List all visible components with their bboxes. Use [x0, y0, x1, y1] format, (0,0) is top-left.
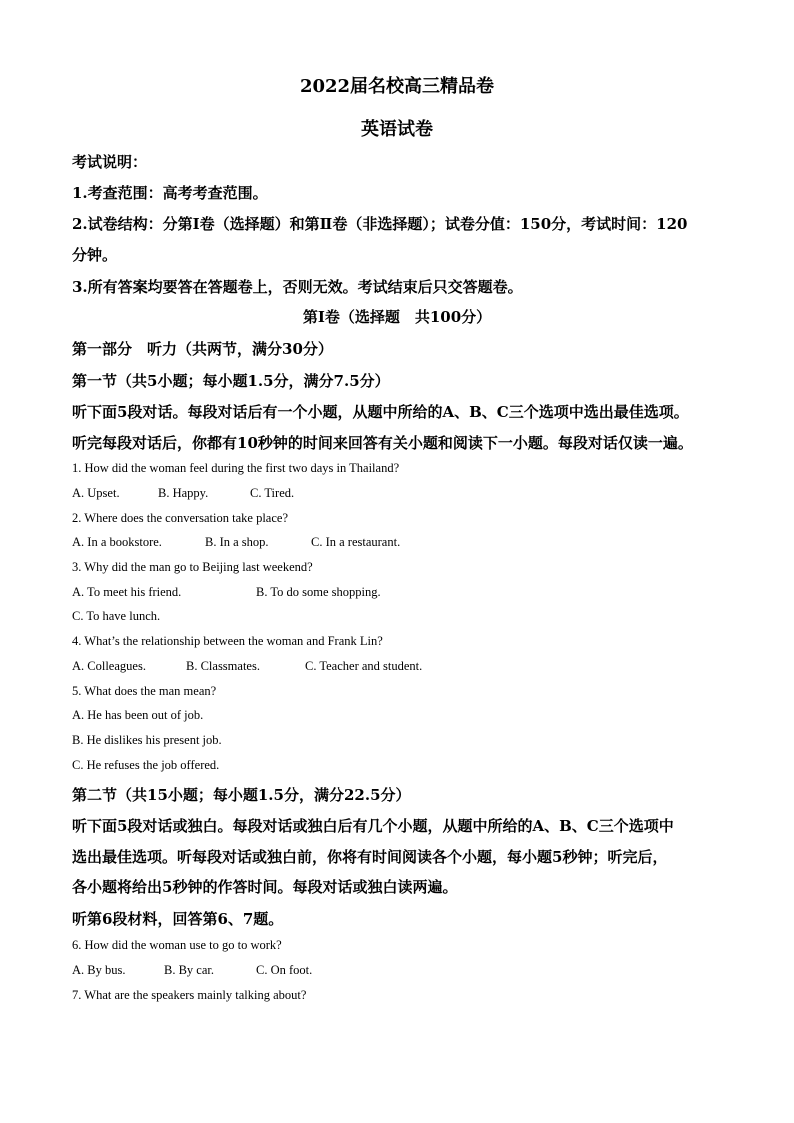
question-7: 7. What are the speakers mainly talking about?: [72, 988, 307, 1002]
option-c: C. On foot.: [256, 963, 313, 977]
option-c: C. Tired.: [250, 486, 295, 500]
section-1-directions-line2: 听完每段对话后，你都有10秒钟的时间来回答有关小题和阅读下一小题。每段对话仅读一遍。: [72, 434, 693, 452]
section-1-heading: 第一节（共5小题；每小题1.5分，满分7.5分）: [72, 372, 390, 390]
instruction-item-3: 3.所有答案均要答在答题卷上，否则无效。考试结束后只交答题卷。: [72, 278, 523, 296]
option-c: C. In a restaurant.: [311, 535, 401, 549]
option-a: A. Colleagues.: [72, 659, 146, 673]
option-a: A. By bus.: [72, 963, 126, 977]
instruction-item-2-line2: 分钟。: [72, 246, 118, 264]
question-4: 4. What’s the relationship between the woman and Frank Lin?: [72, 634, 383, 648]
option-b: B. Happy.: [158, 486, 209, 500]
option-a: A. Upset.: [72, 486, 120, 500]
question-5: 5. What does the man mean?: [72, 684, 217, 698]
instructions-heading: 考试说明：: [72, 153, 148, 171]
instruction-item-1: 1.考查范围：高考考查范围。: [72, 184, 268, 202]
part-1-heading: 第一部分 听力（共两节，满分30分）: [72, 340, 333, 358]
question-5-option-c: C. He refuses the job offered.: [72, 758, 220, 772]
question-3: 3. Why did the man go to Beijing last weekend?: [72, 560, 313, 574]
option-b: B. Classmates.: [186, 659, 260, 673]
question-3-options: [72, 585, 381, 600]
material-6-heading: 听第6段材料，回答第6、7题。: [72, 910, 284, 928]
option-a: A. To meet his friend.: [72, 585, 182, 599]
section-1-directions-line1: 听下面5段对话。每段对话后有一个小题，从题中所给的A、B、C三个选项中选出最佳选项。: [72, 403, 689, 421]
exam-subtitle: 英语试卷: [361, 119, 433, 140]
option-a: A. In a bookstore.: [72, 535, 162, 549]
option-c: C. Teacher and student.: [305, 659, 423, 673]
question-1-options: [72, 486, 294, 501]
section-2-directions-line3: 各小题将给出5秒钟的作答时间。每段对话或独白读两遍。: [72, 878, 458, 896]
question-5-option-b: B. He dislikes his present job.: [72, 733, 222, 747]
option-b: B. To do some shopping.: [256, 585, 381, 599]
question-2: 2. Where does the conversation take place?: [72, 511, 288, 525]
question-2-options: [72, 535, 400, 550]
instruction-item-2-line1: 2.试卷结构：分第Ⅰ卷（选择题）和第Ⅱ卷（非选择题）；试卷分值：150分，考试时间：120: [72, 215, 688, 233]
section-2-directions-line2: 选出最佳选项。听每段对话或独白前，你将有时间阅读各个小题，每小题5秒钟；听完后，: [72, 848, 668, 866]
volume-1-heading: 第Ⅰ卷（选择题 共100分）: [302, 308, 492, 326]
question-4-options: [72, 659, 422, 674]
question-5-option-a: A. He has been out of job.: [72, 708, 204, 722]
option-b: B. By car.: [164, 963, 214, 977]
section-2-heading: 第二节（共15小题；每小题1.5分，满分22.5分）: [72, 786, 411, 804]
section-2-directions-line1: 听下面5段对话或独白。每段对话或独白后有几个小题，从题中所给的A、B、C三个选项中: [72, 817, 674, 835]
question-6-options: [72, 963, 312, 978]
exam-title: 2022届名校高三精品卷: [299, 76, 495, 97]
option-b: B. In a shop.: [205, 535, 269, 549]
question-1: 1. How did the woman feel during the first two days in Thailand?: [72, 461, 400, 475]
question-6: 6. How did the woman use to go to work?: [72, 938, 282, 952]
question-3-option-c: C. To have lunch.: [72, 609, 161, 623]
